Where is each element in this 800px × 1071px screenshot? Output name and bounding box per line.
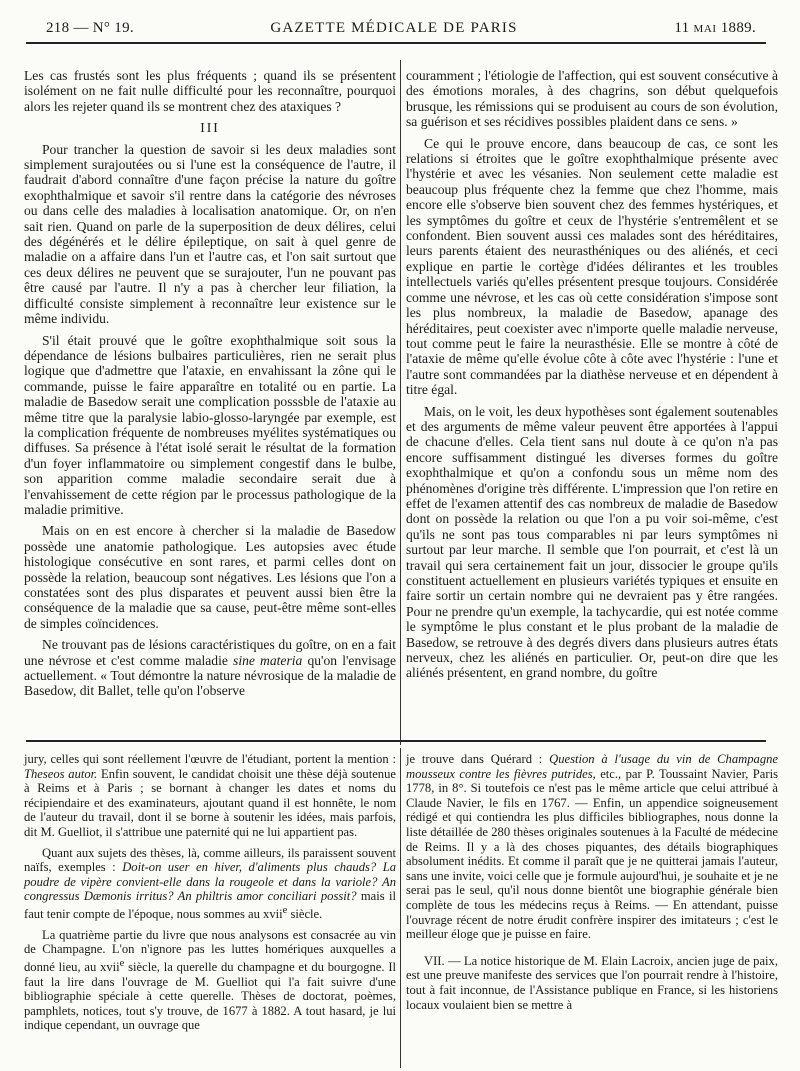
section-heading: III: [200, 120, 220, 136]
running-head: [24, 20, 764, 42]
text-run: siècle, la querelle du champagne et du bourgogne. Il faut la lire dans l'ouvrage de M. Guelliot qui l'a fait suivre d'une bibliographie spéciale à cette querelle. Thèses de doctorat, poèmes, pamphlets, notices, tout s'y trouve, de 1677 à 1882. A tout hasard, je lui indique cependant, un ouvrage que: [24, 960, 397, 1033]
feuilleton-column-divider: [400, 748, 401, 1068]
text-run: siècle.: [287, 907, 323, 922]
date-month: MAI: [693, 23, 717, 35]
issue-date: [674, 20, 756, 37]
paragraph: Pour trancher la question de savoir si les deux maladies sont simplement surajoutées ou si l'une est la conséquence de l'autre, il faudrait d'abord connaître d'une façon précise la nature du goître exophthalmique et savoir s'il rentre dans la catégorie des névroses ou dans celle des maladies à localisation anatomique. Or, on n'en sait rien. Quand on parle de la superposition de deux délires, celui des dégénérés et le délire épileptique, on sait à quel genre de maladie on a affaire dans l'un et l'autre cas, et l'on sait surtout que ces deux délires ne peuvent que se surajouter, l'un ne pouvant pas être causé par l'autre. Il n'y a pas à chercher leur filiation, la difficulté consiste simplement à reconnaître leur existence sur le même individu.: [24, 141, 396, 327]
feuilleton-rule: [26, 740, 766, 742]
article-column-left: [24, 68, 396, 699]
superscript: e: [119, 957, 125, 969]
paragraph: [24, 752, 396, 840]
paragraph: [24, 928, 396, 1033]
italic-term: sine materia: [233, 652, 303, 668]
page-number: 218 — N° 19.: [46, 20, 134, 36]
paragraph: S'il était prouvé que le goître exophthalmique soit sous la dépendance de lésions bulbaires particulières, rien ne serait plus logique que d'admettre que l'ataxie, en envahissant la zône qui le commande, puisse le faire apparaître en totalité ou en partie. La maladie de Basedow serait une complication posssble de l'ataxie au même titre que la paralysie labio-glosso-laryngée par exemple, est la complication fréquente de nombreuses myélites systématiques ou diffuses. Sa présence à l'état isolé serait le résultat de la formation d'un foyer inflammatoire ou simplement congestif dans le bulbe, son apparition comme maladie secondaire serait due à l'envahissement de cette région par le processus pathologique de la maladie primitive.: [24, 332, 396, 517]
date-year: 1889.: [720, 20, 756, 36]
paragraph: Mais on en est encore à chercher si la maladie de Basedow possède une anatomie pathologique. Les autopsies avec étude histologique consécutive en sont rares, et parmi celles dont on possède la relation, beaucoup sont négatives. Les lésions que l'on a constatées sont des plus disparates et peuvent aussi bien être la conséquence de la maladie que sa cause, peut-être même sont-elles de simples coïncidences.: [24, 523, 396, 631]
date-day: 11: [674, 20, 690, 36]
text-run: etc., par P. Toussaint Navier, Paris 1778, in 8°. Si toutefois ce n'est pas le même article que celui attribué à Claude Navier, le fils en 1767. — Enfin, un appendice soigneusement rédigé et qui contiendra les plus difficiles bibliographes, nous donne la liste détaillée de 280 thèses originales soutenues à la Faculté de médecine de Reims. Il y a là des choses piquantes, des détails biographiques absolument inédits. Et comme il paraît que je ne quitterai jamais l'auteur, sans une invite, voici celle que je formule aujourd'hui, je souhaite et je ne serai pas le seul, qu'il nous donne bientôt une biographie générale bien complète de tous les médecins reçus à Reims. — En attendant, puisse l'ouvrage récent de notre érudit confrère inspirer des imitateurs ; c'est le meilleur éloge que je puisse en faire.: [406, 766, 778, 942]
text-run: Ne trouvant pas de lésions caractéristiques du goître, on en a fait une névrose et c'est comme maladie: [24, 637, 396, 668]
superscript: e: [282, 904, 288, 916]
text-run: qu'on l'envisage actuellement. « Tout démontre la nature névrosique de la maladie de Basedow, dit Ballet, telle qu'on l'observe: [24, 652, 396, 699]
header-rule: [26, 42, 766, 44]
paragraph: Ce qui le prouve encore, dans beaucoup de cas, ce sont les relations si étroites que le goître exophthalmique présente avec l'hystérie et avec les vésanies. Non seulement cette maladie est beaucoup plus fréquente chez la femme que chez l'homme, mais encore elle s'observe bien souvent chez des femmes hystériques, et les symptômes du goître et ceux de l'hystérie s'entremêlent et se confondent. Bien souvent aussi ces malades sont des héréditaires, leurs parents étaient des neurasthéniques ou des aliénés, et ceci explique en partie le cortège d'idées délirantes et les troubles intellectuels variés qu'elles présentent presque toujours. Considérée comme une névrose, et les cas où cette considération s'impose sont les plus nombreux, la maladie de Basedow, apanage des héréditaires, peut coexister avec n'importe quelle maladie nerveuse, tout comme peut le faire la neurasthésie. Elle se montre à côté de l'ataxie de même qu'elle évolue côte à côte avec l'hystérie : l'une et l'autre sont commandées par la diathèse nerveuse et en dépendent à titre égal.: [406, 135, 778, 398]
text-run: mais il faut tenir compte de l'époque, nous sommes au xvii: [24, 889, 396, 922]
feuilleton-column-left: [24, 752, 396, 1033]
text-run: La quatrième partie du livre que nous analysons est consacrée au vin de Champagne. L'on n'ignore pas les luttes homériques auxquelles a donné lieu, au xvii: [24, 927, 396, 975]
paragraph: Les cas frustés sont les plus fréquents ; quand ils se présentent isolément on ne fait nulle difficulté pour les reconnaître, pourquoi alors les rejeter quand ils se montrent chez des ataxiques ?: [24, 68, 396, 114]
paragraph: [24, 637, 396, 699]
text-run: Enfin souvent, le candidat choisit une thèse déjà soutenue à Reims et à Paris ; se bornant à changer les dates et noms du récipiendaire et des examinateurs, ajoutant quand il est honnête, le nom de l'auteur du travail, dont il se borne à soutenir les idées, mais parfois, dit M. Guelliot, il s'attribue une paternité qui ne lui appartient pas.: [24, 766, 396, 839]
italic-term: Theseos autor.: [24, 766, 98, 781]
paragraph: Mais, on le voit, les deux hypothèses sont également soutenables et des arguments de même valeur peuvent être apportées à l'appui de chacune d'elles. Cela tient sans nul doute à ce qu'on n'a pas encore suffisamment distingué les diverses formes du goître exophthalmique et qu'on a confondu sous un même nom des phénomènes d'origine très différente. L'impression que l'on retire en effet de l'examen attentif des cas nombreux de maladie de Basedow dont on possède la relation ou que l'on a pu voir soi-même, c'est qu'ils ne sont pas tous comparables ni par leurs symptômes ni surtout par leur marche. Il semble que l'on pourrait, et c'est là un travail qui sera certainement fait un jour, dissocier le groupe qu'ils constituent actuellement en plusieurs variétés typiques et ensuite en faire sortir un certain nombre qui ne devraient pas y être rangées. Pour ne prendre qu'un exemple, la tachycardie, qui est notée comme le symptôme le plus constant et le plus probant de la maladie de Basedow, se retrouve à des degrés divers dans plusieurs autres états nerveux, chez les aliénés en particulier. Or, peut-on dire que les aliénés présentent, en grand nombre, du goître: [406, 403, 778, 681]
paragraph: [406, 752, 778, 942]
paragraph: couramment ; l'étiologie de l'affection, qui est souvent consécutive à des émotions morales, à des chagrins, son début quelquefois brusque, les rémissions qui se produisent au cours de son évolution, sa guérison et ses récidives possibles plaident dans ce sens. »: [406, 68, 778, 130]
italic-title: Question à l'usage du vin de Champagne mousseux contre les fièvres putrides,: [406, 752, 779, 781]
paragraph: [24, 846, 396, 922]
column-divider: [400, 60, 401, 745]
paragraph: VII. — La notice historique de M. Elain Lacroix, ancien juge de paix, est une preuve manifeste des services que l'on pourrait rendre à l'histoire, tout à fait inconnue, de l'Assistance publique en France, si les historiens locaux voulaient bien se mettre à: [406, 953, 778, 1012]
text-run: je trouve dans Quérard :: [406, 752, 550, 766]
article-column-right: [406, 68, 778, 681]
italic-examples: Doit-on user en hiver, d'aliments plus chauds? La poudre de vipère convient-elle dans la rougeole et dans la variole? An congressus Dæmonis irritus? An philtris amor conciliari possit?: [24, 860, 396, 904]
journal-title: GAZETTE MÉDICALE DE PARIS: [270, 20, 518, 36]
text-run: Quant aux sujets des thèses, là, comme ailleurs, ils paraissent souvent naïfs, exemples :: [24, 845, 396, 875]
text-run: jury, celles qui sont réellement l'œuvre de l'étudiant, portent la mention :: [24, 752, 396, 766]
feuilleton-column-right: [406, 752, 778, 1012]
